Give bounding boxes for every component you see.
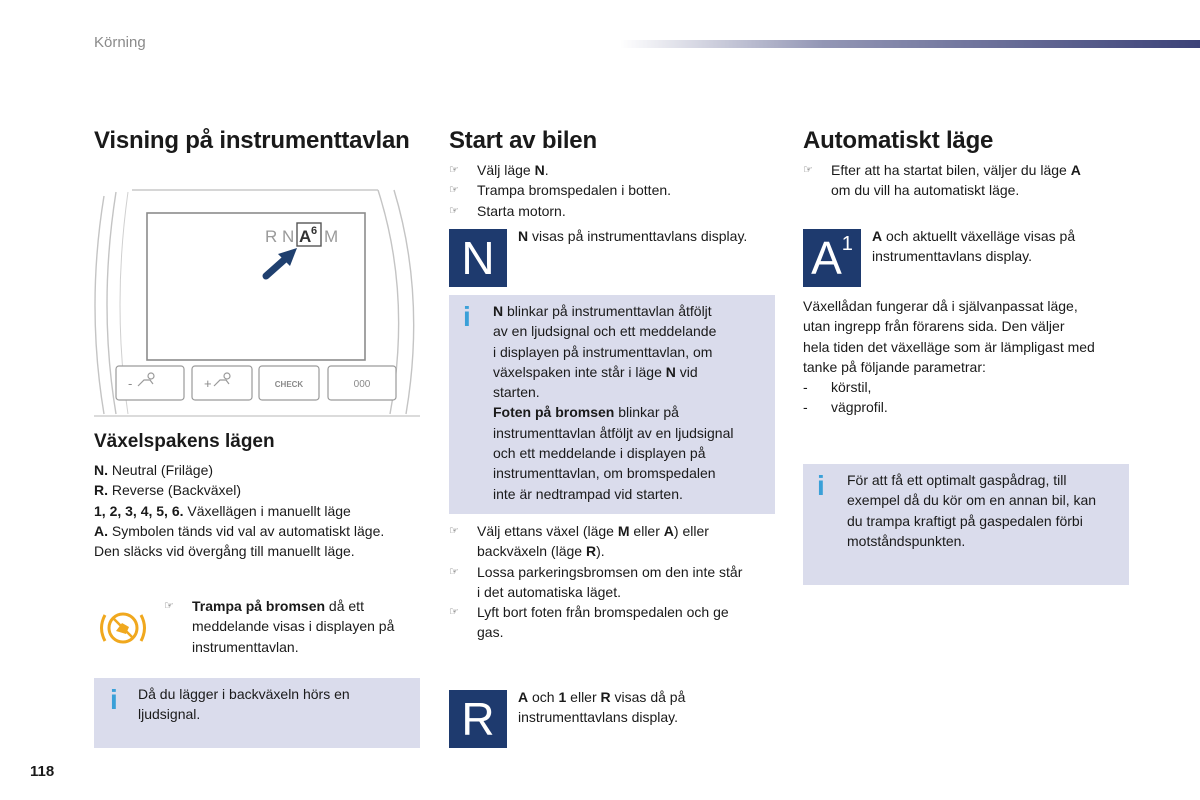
pointing-hand-icon: ☞ [164, 600, 174, 612]
pointing-hand-icon: ☞ [449, 606, 459, 619]
gear-a1-box: A $^1$ [803, 229, 861, 287]
position-r: R. Reverse (Backväxel) [94, 482, 242, 499]
gear-superscript: 6 [311, 225, 318, 237]
position-a-tail: Den släcks vid övergång till manuellt läge. [94, 543, 355, 560]
middle-info-box: i N blinkar på instrumenttavlan åtföljt av en ljudsignal och ett meddelande i displayen på instrumenttavlan, om växelspaken inte står i läge N vid starten. Foten på bromsen blinkar på instrumenttavlan åtföljt av en ljudsignal och ett meddelande i displayen på instrumenttavlan, om bromspedalen inte är nedtrampad vid starten. [449, 295, 775, 514]
plus-button-label: + [204, 376, 212, 391]
gear-n-box: N [449, 229, 507, 287]
page-number: 118 [30, 763, 55, 780]
a-caption: A och aktuellt växelläge visas på instrumenttavlans display. [872, 228, 1076, 265]
start-steps [449, 160, 779, 221]
position-a: A. Symbolen tänds vid val av automatiskt läge. [94, 522, 385, 539]
right-info-box: i För att få ett optimalt gaspådrag, till exempel då du kör om en annan bil, kan du trampa kraftigt på gaspedalen förbi motståndspunkten. [803, 464, 1129, 585]
gear-letter-m: M [324, 227, 339, 246]
gear-letter-n: N [282, 227, 295, 246]
pointing-hand-icon: ☞ [449, 204, 459, 217]
pointing-hand-icon: ☞ [449, 164, 459, 176]
right-title: Automatiskt läge [803, 127, 994, 154]
info-icon: i [817, 470, 825, 501]
left-info-box: i Då du lägger i backväxeln hörs en ljudsignal. [94, 678, 420, 748]
param-driving-style: - körstil, [803, 379, 872, 396]
gear-r-box: R [449, 690, 507, 748]
odometer-button-label: 000 [353, 379, 371, 390]
left-subtitle: Växelspakens lägen [94, 431, 275, 452]
minus-button-label: - [128, 376, 133, 391]
section-label: Körning [94, 34, 146, 51]
instrument-display-illustration [94, 186, 420, 418]
middle-title: Start av bilen [449, 127, 597, 154]
left-title: Visning på instrumenttavlan [94, 127, 410, 154]
info-icon: i [110, 684, 118, 715]
step-5: ☞ Lossa parkeringsbromsen om den inte står i det automatiska läget. [449, 563, 743, 600]
step-3: ☞ Starta motorn. [449, 201, 779, 221]
auto-step: ☞ Efter att ha startat bilen, väljer du läge A om du vill ha automatiskt läge. [803, 162, 1081, 199]
pointing-hand-icon: ☞ [449, 565, 459, 578]
pointing-hand-icon: ☞ [803, 164, 813, 176]
pointing-hand-icon: ☞ [449, 184, 459, 197]
param-road-profile: - vägprofil. [803, 399, 888, 416]
foot-on-brake-warning-icon [96, 601, 150, 655]
pointing-hand-icon: ☞ [449, 525, 459, 537]
gear-letter-a: A [299, 227, 312, 246]
header-gradient-bar [620, 40, 1200, 48]
step-1: ☞ Välj läge N. [449, 160, 779, 180]
step-6: ☞ Lyft bort foten från bromspedalen och ge gas. [449, 604, 729, 641]
step-4: ☞ Välj ettans växel (läge M eller A) eller backväxeln (läge R). [449, 523, 709, 560]
position-n: N. Neutral (Friläge) [94, 462, 214, 478]
step-2: ☞ Trampa bromspedalen i botten. [449, 180, 779, 200]
position-manual: 1, 2, 3, 4, 5, 6. Växellägen i manuellt läge [94, 502, 351, 519]
gear-letter-r: R [265, 227, 278, 246]
auto-description: Växellådan fungerar då i självanpassat läge, utan ingrepp från förarens sida. Den väljer hela tiden det växelläge som är lämpligast med tanke på följande parametrar: - körstil, - vägprofil. [803, 296, 1143, 418]
n-caption: N visas på instrumenttavlans display. [518, 228, 748, 244]
start-steps-2 [449, 521, 779, 643]
r-caption: A och 1 eller R visas då på instrumenttavlans display. [518, 689, 686, 726]
check-button-label: CHECK [274, 380, 304, 389]
brake-note: ☞ Trampa på bromsen då ett meddelande visas i displayen på instrumenttavlan. [164, 598, 395, 655]
info-icon: i [463, 301, 471, 332]
gear-positions-list [94, 460, 424, 561]
